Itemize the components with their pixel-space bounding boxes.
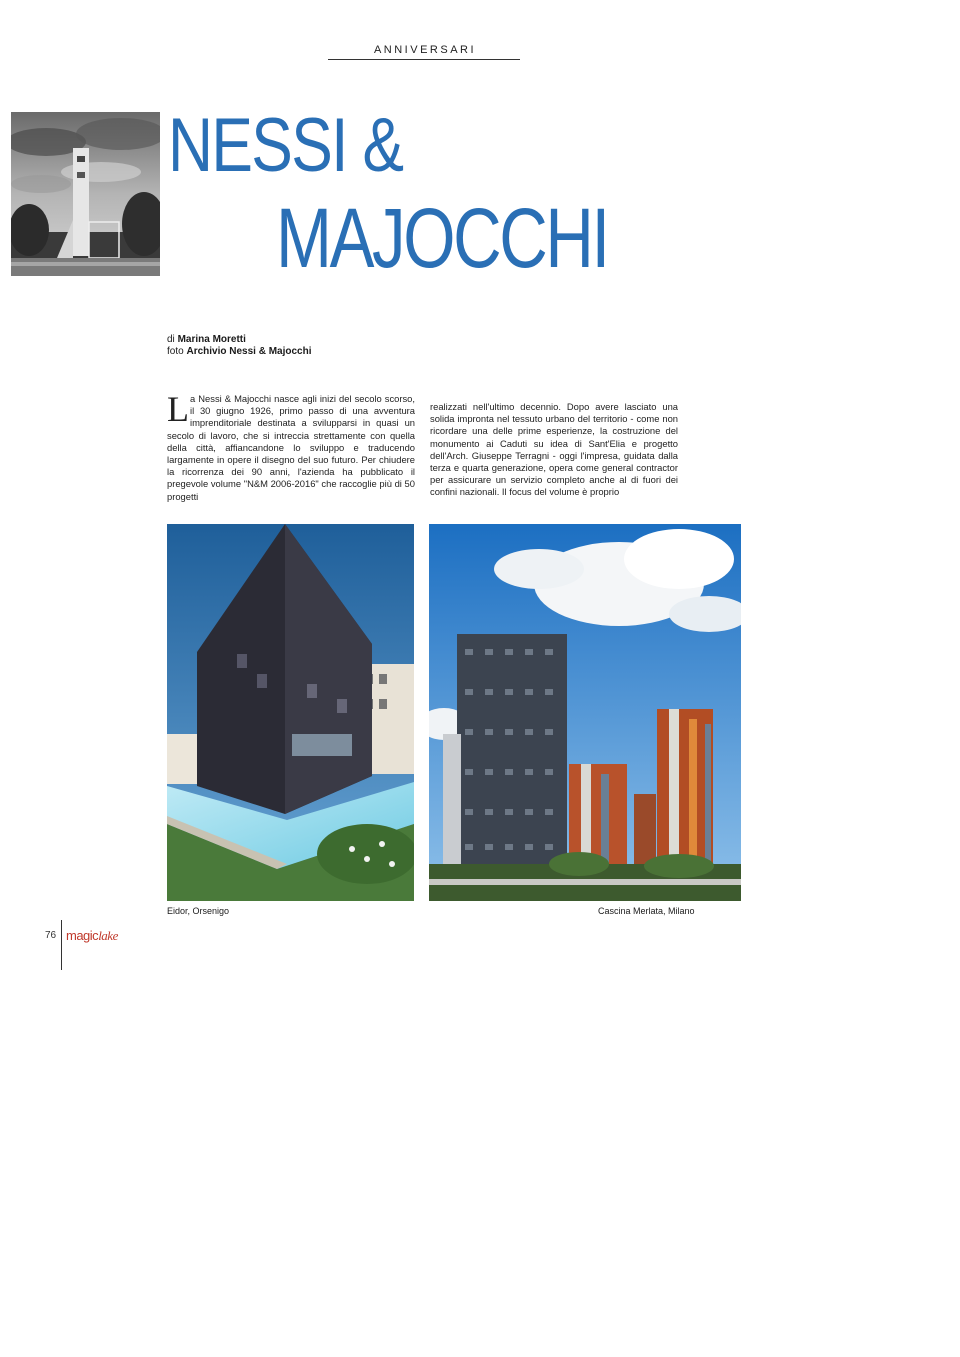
monument-photo xyxy=(11,112,160,276)
brand-logo xyxy=(66,928,118,944)
byline xyxy=(167,334,312,358)
title-line-2: MAJOCCHI xyxy=(276,191,608,285)
article-column-right: realizzati nell'ultimo decennio. Dopo avere lasciato una solida impronta nel tessuto urbano del territorio - come non ricordare una delle prime esperienze, la costruzione del monumento ai Caduti su idea di Sant'Elia e progetto dell'Arch. Giuseppe Terragni - oggi l'impresa, guidata dalla terza e quarta generazione, opera come general contractor per assicurare un servizio completo anche al di fuori dei confini nazionali. Il focus del volume è proprio xyxy=(430,401,678,498)
article-text-left: a Nessi & Majocchi nasce agli inizi del secolo scorso, il 30 giugno 1926, primo passo di una avventura imprenditoriale destinata a svilupparsi in quasi un secolo di lavoro, che si intreccia strettamente con quella della città, affiancandone lo sviluppo e traducendo largamente in opere il disegno del suo futuro. Per chiudere la ricorrenza dei 90 anni, l'azienda ha pubblicato il pregevole volume "N&M 2006-2016" che raccoglie più di 50 progetti xyxy=(167,393,415,502)
caption-right: Cascina Merlata, Milano xyxy=(598,906,695,916)
section-label: ANNIVERSARI xyxy=(373,44,477,56)
brand-lake: lake xyxy=(98,928,118,943)
title-line-1: NESSI & xyxy=(168,103,403,188)
brand-magic: magic xyxy=(66,928,99,943)
photo-prefix: foto xyxy=(167,346,184,357)
eidor-photo xyxy=(167,524,414,901)
caption-left: Eidor, Orsenigo xyxy=(167,906,230,916)
photo-credit: Archivio Nessi & Majocchi xyxy=(186,346,312,357)
cascina-merlata-photo xyxy=(429,524,741,901)
page-number: 76 xyxy=(45,930,57,941)
author-name: Marina Moretti xyxy=(177,334,246,345)
author-prefix: di xyxy=(167,334,175,345)
folio-rule xyxy=(61,920,62,970)
article-column-left xyxy=(167,389,415,503)
drop-cap: L xyxy=(167,389,189,429)
section-rule xyxy=(328,59,520,60)
